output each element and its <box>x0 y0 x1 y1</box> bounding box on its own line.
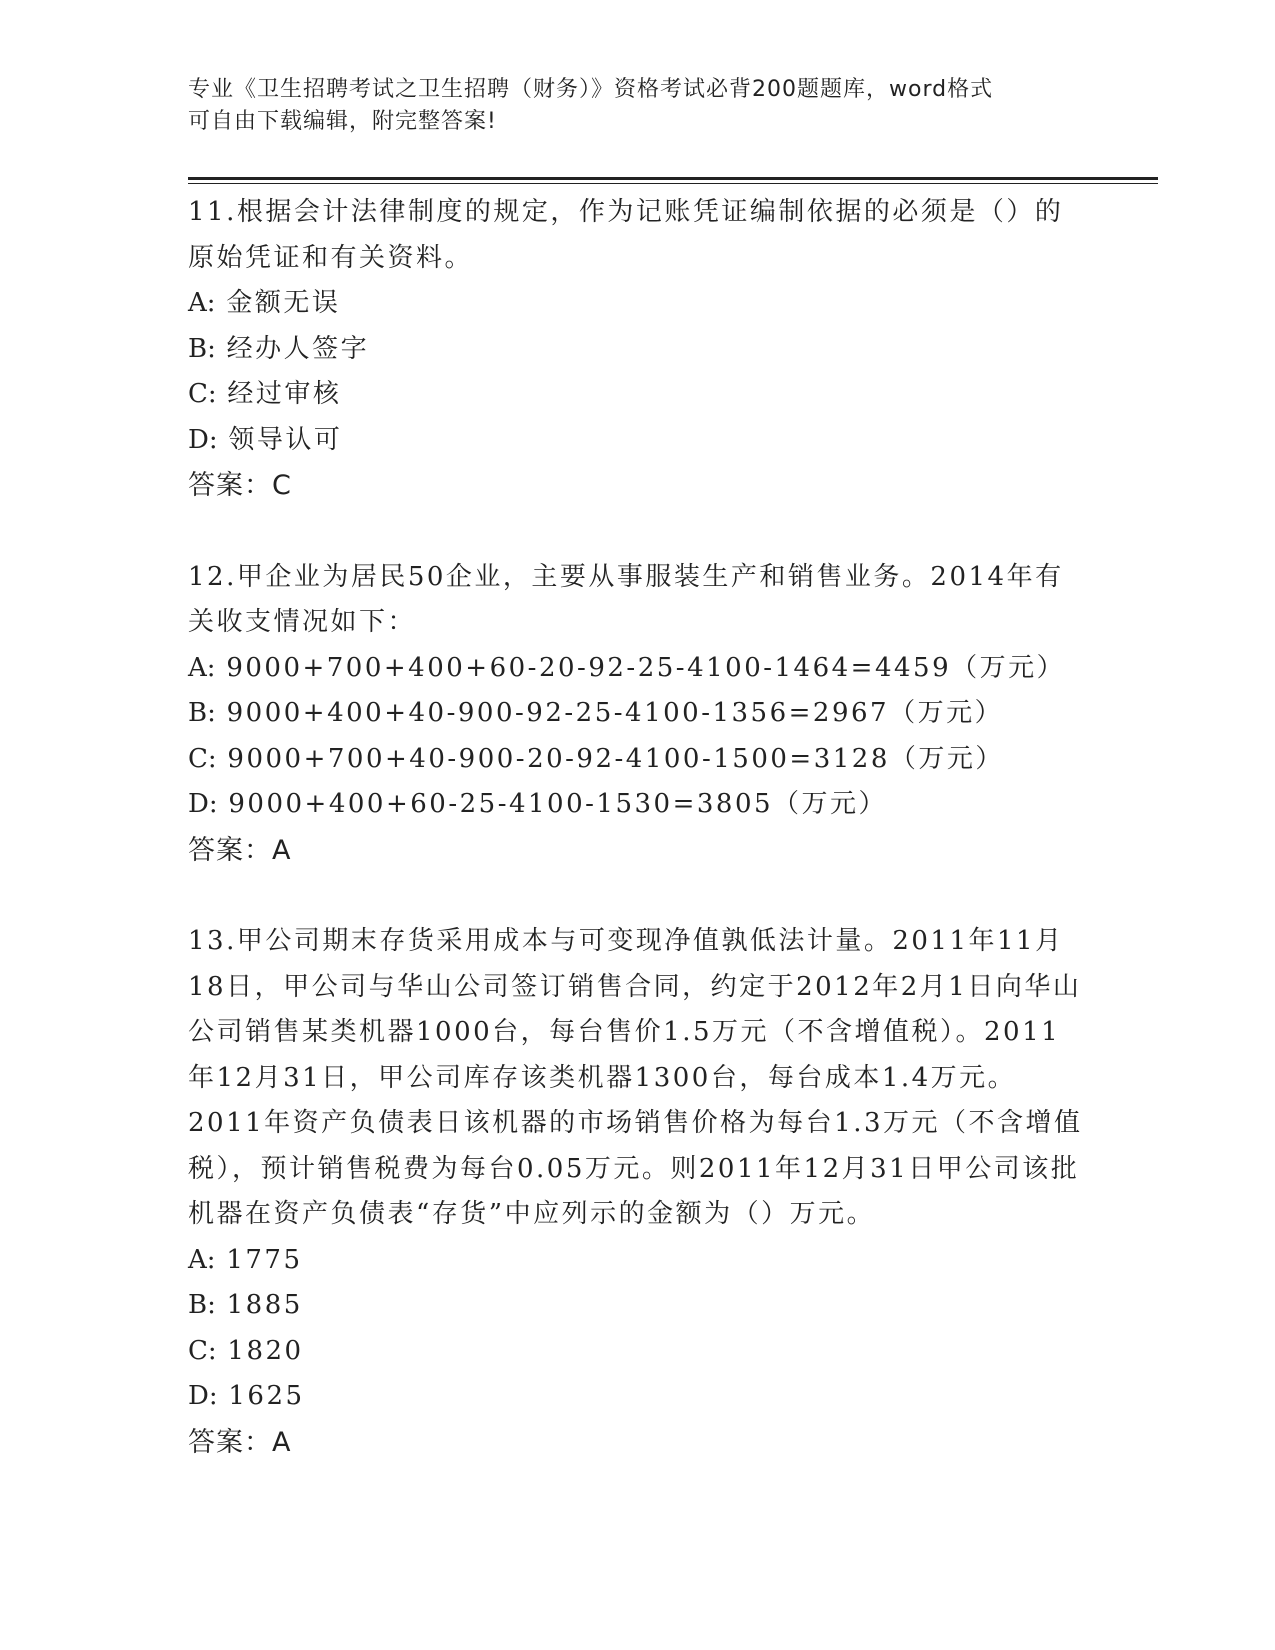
option-label: B: <box>188 1290 216 1320</box>
header-rule-thick <box>188 177 1158 180</box>
option-text: 金额无误 <box>226 288 341 318</box>
option-label: C: <box>188 379 217 409</box>
answer-line: 答案：C <box>188 470 292 501</box>
question-12 <box>188 555 1088 874</box>
question-stem: 12.甲企业为居民50企业，主要从事服装生产和销售业务。2014年有关收支情况如下： <box>188 561 1064 637</box>
option-text: 领导认可 <box>228 424 343 455</box>
option-text: 1885 <box>226 1290 303 1320</box>
option-text: 9000+700+400+60-20-92-25-4100-1464=4459（万元） <box>226 652 1066 683</box>
option-text: 9000+400+40-900-92-25-4100-1356=2967（万元） <box>226 698 1004 728</box>
header-rule-thin <box>188 183 1158 184</box>
option-b <box>188 691 1088 737</box>
option-a <box>188 646 1088 692</box>
option-text: 9000+700+40-900-20-92-4100-1500=3128（万元） <box>227 743 1004 774</box>
option-text: 1820 <box>227 1335 304 1366</box>
answer-line: 答案：A <box>188 834 292 866</box>
option-a <box>188 281 1088 327</box>
option-d <box>188 782 1088 828</box>
option-label: A: <box>188 1244 216 1275</box>
option-label: B: <box>188 333 216 364</box>
document-header <box>188 74 1068 138</box>
option-b <box>188 327 1088 373</box>
option-label: C: <box>188 743 217 774</box>
answer-line: 答案：A <box>188 1426 292 1458</box>
question-list <box>188 190 1088 1511</box>
option-a <box>188 1238 1088 1284</box>
option-b <box>188 1283 1088 1329</box>
option-label: B: <box>188 698 216 728</box>
option-label: D: <box>188 789 218 819</box>
option-text: 1775 <box>226 1244 303 1275</box>
option-label: D: <box>188 424 218 455</box>
option-text: 经办人签字 <box>226 333 370 364</box>
option-text: 9000+400+60-25-4100-1530=3805（万元） <box>228 789 888 819</box>
option-d <box>188 1374 1088 1420</box>
header-line-1: 专业《卫生招聘考试之卫生招聘（财务）》资格考试必背200题题库，word格式 <box>188 77 994 102</box>
option-c <box>188 1329 1088 1375</box>
option-c <box>188 737 1088 783</box>
option-text: 经过审核 <box>227 379 342 409</box>
option-label: D: <box>188 1381 218 1411</box>
option-label: A: <box>188 288 216 318</box>
question-stem: 13.甲公司期末存货采用成本与可变现净值孰低法计量。2011年11月18日，甲公司与华山公司签订销售合同，约定于2012年2月1日向华山公司销售某类机器1000台，每台售价1.5万元（不含增值税）。2011年12月31日，甲公司库存该类机器1300台，每台成本1.4万元。2011年资产负债表日该机器的市场销售价格为每台1.3万元（不含增值税），预计销售税费为每台0.05万元。则2011年12月31日甲公司该批机器在资产负债表“存货”中应列示的金额为（）万元。 <box>188 926 1083 1229</box>
option-label: A: <box>188 652 216 683</box>
header-line-2: 可自由下载编辑，附完整答案! <box>188 109 497 134</box>
question-stem: 11.根据会计法律制度的规定，作为记账凭证编制依据的必须是（）的原始凭证和有关资料。 <box>188 197 1064 273</box>
option-d <box>188 418 1088 464</box>
question-11 <box>188 190 1088 509</box>
option-text: 1625 <box>228 1381 305 1411</box>
option-label: C: <box>188 1335 217 1366</box>
option-c <box>188 372 1088 418</box>
question-13 <box>188 919 1088 1465</box>
